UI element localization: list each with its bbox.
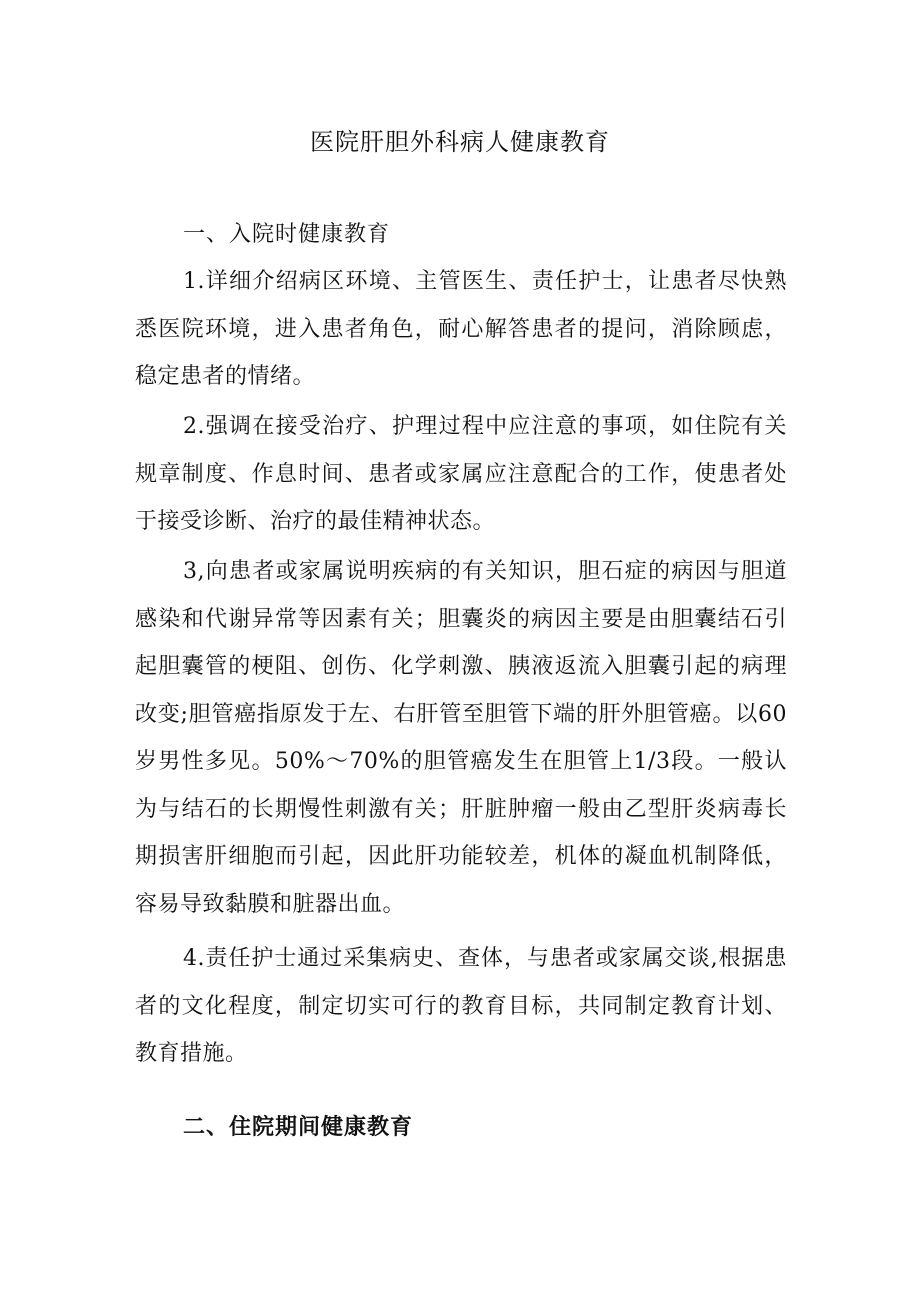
paragraph-4: 4.责任护士通过采集病史、查体，与患者或家属交谈,根据患者的文化程度，制定切实可行的教育目标，共同制定教育计划、教育措施。: [135, 946, 787, 1066]
paragraph-2: 2.强调在接受治疗、护理过程中应注意的事项，如住院有关规章制度、作息时间、患者或家属应注意配合的工作，使患者处于接受诊断、治疗的最佳精神状态。: [135, 414, 787, 534]
document-title: 医院肝胆外科病人健康教育: [310, 128, 610, 156]
section-heading-admission: 一、入院时健康教育: [183, 222, 391, 247]
paragraph-1: 1.详细介绍病区环境、主管医生、责任护士，让患者尽快熟悉医院环境，进入患者角色，耐心解答患者的提问，消除顾虑，稳定患者的情绪。: [135, 269, 787, 389]
paragraph-3: 3,向患者或家属说明疾病的有关知识，胆石症的病因与胆道感染和代谢异常等因素有关；胆囊炎的病因主要是由胆囊结石引起胆囊管的梗阻、创伤、化学刺激、胰液返流入胆囊引起的病理改变;胆管癌指原发于左、右肝管至胆管下端的肝外胆管癌。以60岁男性多见。50%～70%的胆管癌发生在胆管上1/3段。一般认为与结石的长期慢性刺激有关；肝脏肿瘤一般由乙型肝炎病毒长期损害肝细胞而引起，因此肝功能较差，机体的凝血机制降低，容易导致黏膜和脏器出血。: [135, 559, 787, 917]
section-heading-hospitalization: 二、住院期间健康教育: [183, 1114, 414, 1140]
